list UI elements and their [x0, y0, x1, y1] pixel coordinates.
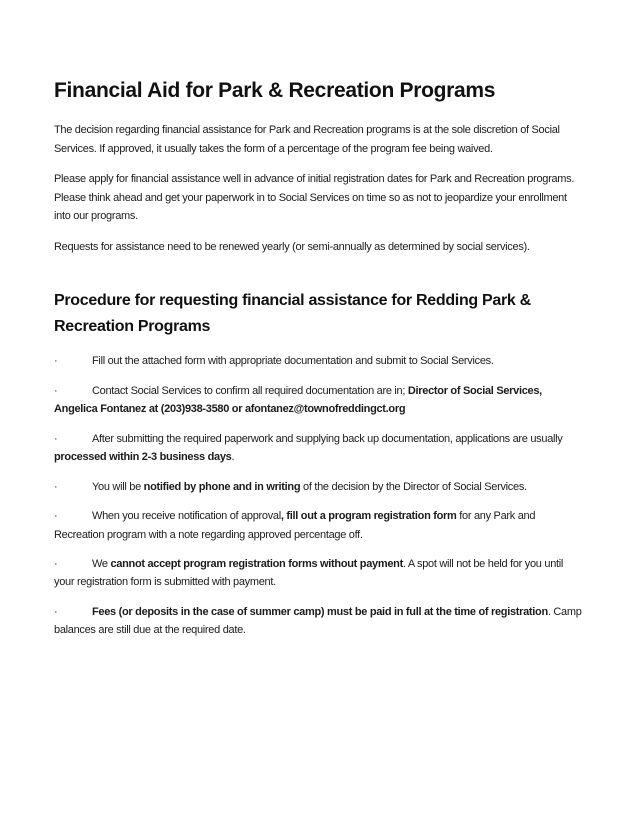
- bullet-text: We cannot accept program registration forms without payment. A spot will not be held for you until your registration form is submitted with payment.: [54, 558, 564, 589]
- bullet-item: [54, 478, 586, 496]
- bullet-text: Contact Social Services to confirm all required documentation are in; Director of Social Services, Angelica Fontanez at (203)938-3580 or afontanez@townofreddingct.org: [54, 384, 542, 416]
- bullet-marker: ·: [54, 384, 58, 397]
- paragraph-renewal: Requests for assistance need to be renewed yearly (or semi-annually as determined by social services).: [54, 240, 530, 253]
- bullet-item: [54, 352, 586, 370]
- bullet-text: Fees (or deposits in the case of summer camp) must be paid in full at the time of registration. Camp balances are still due at the required date.: [54, 605, 582, 637]
- bullet-text: Fill out the attached form with appropriate documentation and submit to Social Services.: [92, 355, 494, 368]
- bullet-item: [54, 382, 586, 419]
- bullet-text: When you receive notification of approval, fill out a program registration form for any Park and Recreation program with a note regarding approved percentage off.: [54, 510, 536, 541]
- paragraph-apply-early: Please apply for financial assistance well in advance of initial registration dates for Park and Recreation programs. Please think ahead and get your paperwork in to Social Services on time so as not to jeopardize your enrollment into our programs.: [54, 173, 575, 223]
- bullet-marker: ·: [54, 605, 58, 618]
- bullet-item: [54, 603, 586, 640]
- bullet-marker: ·: [54, 432, 58, 445]
- bullet-marker: ·: [54, 510, 58, 523]
- paragraph-intro: The decision regarding financial assistance for Park and Recreation programs is at the sole discretion of Social Services. If approved, it usually takes the form of a percentage of the program fee being waived.: [54, 124, 560, 155]
- section-heading-procedure: Procedure for requesting financial assistance for Redding Park & Recreation Programs: [54, 292, 531, 335]
- bullet-marker: ·: [54, 558, 58, 570]
- bullet-item: [54, 507, 586, 544]
- bullet-text: You will be notified by phone and in writing of the decision by the Director of Social Services.: [92, 480, 527, 493]
- bullet-item: [54, 555, 586, 592]
- bullet-marker: ·: [54, 355, 58, 368]
- bullet-item: [54, 430, 586, 467]
- bullet-text: After submitting the required paperwork and supplying back up documentation, applications are usually processed within 2-3 business days.: [54, 432, 563, 464]
- bullet-marker: ·: [54, 480, 58, 493]
- document-title: Financial Aid for Park & Recreation Programs: [54, 79, 496, 102]
